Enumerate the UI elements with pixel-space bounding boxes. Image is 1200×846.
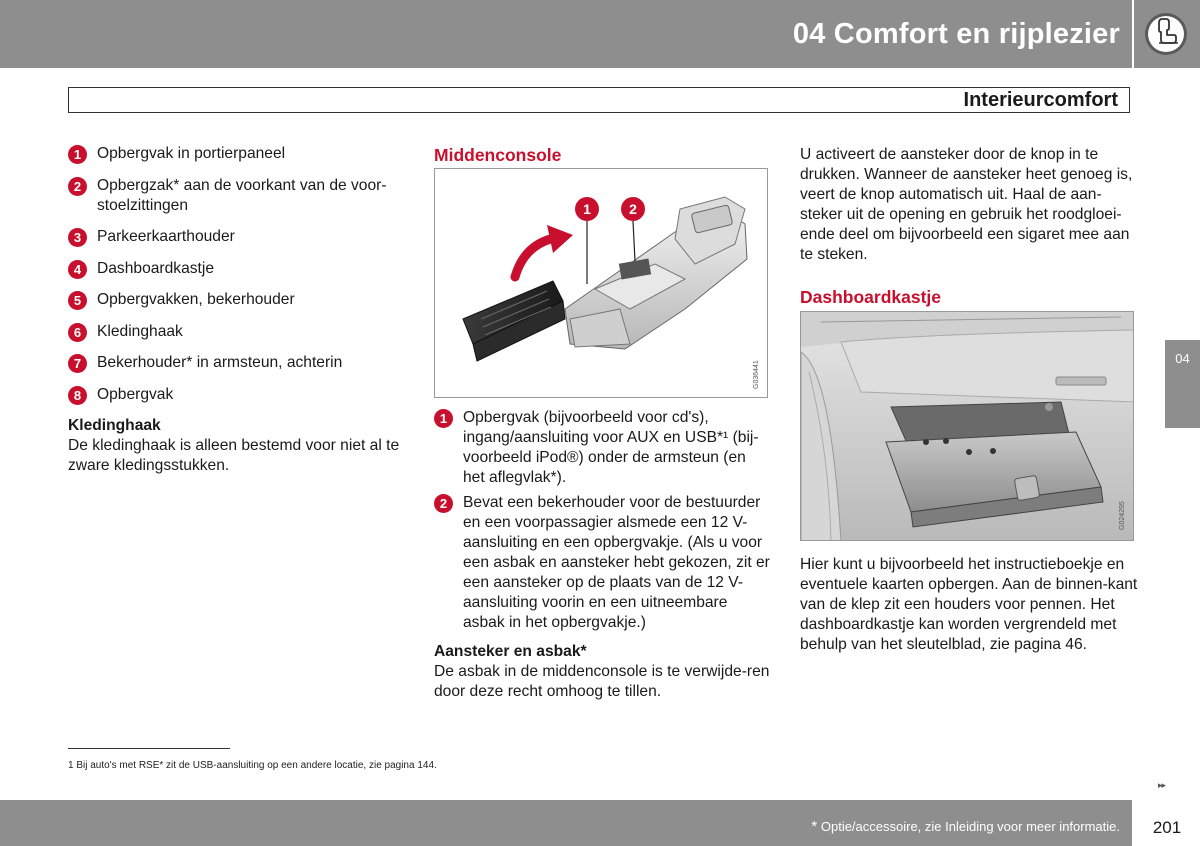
list-item <box>68 144 408 164</box>
list-item <box>434 408 770 488</box>
dashboardkastje-heading: Dashboardkastje <box>800 287 942 307</box>
section-title-box <box>68 87 1130 113</box>
number-badge: 2 <box>68 177 87 196</box>
middenconsole-list <box>434 408 770 638</box>
kledinghaak-heading: Kledinghaak <box>68 417 161 434</box>
asterisk: * <box>811 818 818 835</box>
callout-1: 1 <box>583 201 591 217</box>
center-console-illustration <box>435 169 768 398</box>
number-badge: 3 <box>68 228 87 247</box>
figure-code: G024295 <box>1119 501 1126 530</box>
aansteker-intro-text: U activeert de aansteker door de knop in te drukken. Wanneer de aansteker heet genoeg is, veert de knop automatisch uit. Haal de aan-steker uit de opening en gebruik het roodgloei-ende deel om bijvoorbeeld een sigaret mee aan te steken. <box>800 146 1133 263</box>
list-item-text: Opbergvak in portierpaneel <box>97 145 286 162</box>
list-item-text: Parkeerkaarthouder <box>97 228 235 245</box>
number-badge: 2 <box>434 494 453 513</box>
list-item <box>434 493 770 633</box>
list-item <box>68 322 408 342</box>
chapter-side-tab-label: 04 <box>1175 351 1190 366</box>
list-item-text: Dashboardkastje <box>97 259 215 277</box>
chapter-title: 04 Comfort en rijplezier <box>792 18 1120 50</box>
list-item <box>68 227 408 247</box>
dashboardkastje-text: Hier kunt u bijvoorbeeld het instructieboekje en eventuele kaarten opbergen. Aan de binnen-kant van de klep zit een houders voor pennen. Het dashboardkastje kan worden vergrendeld met behulp van het sleutelblad, zie pagina 46. <box>800 556 1138 653</box>
list-item-text: Bevat een bekerhouder voor de bestuurder en een voorpassagier alsmede een 12 V-aansluiting en een opbergvakje. (Als u voor een asbak en aansteker hebt gekozen, zit er een aansteker op de plaats van de 12 V-aansluiting voorin en een uitneembare asbak in het opbergvakje.) <box>463 494 770 631</box>
figure-code: G036441 <box>753 360 760 389</box>
number-badge: 1 <box>434 409 453 428</box>
list-item-text: Opbergvak <box>97 385 174 403</box>
list-item <box>68 259 408 279</box>
footnote-rule <box>68 748 230 749</box>
number-badge: 6 <box>68 323 87 342</box>
list-item-text: Opbergzak* aan de voorkant van de voor-stoelzittingen <box>97 176 387 214</box>
aansteker-text: De asbak in de middenconsole is te verwijde-ren door deze recht omhoog te tillen. <box>434 663 770 700</box>
list-item-text: Kledinghaak <box>97 322 183 340</box>
kledinghaak-text: De kledinghaak is alleen bestemd voor niet al te zware kledingsstukken. <box>68 437 400 474</box>
middenconsole-heading: Middenconsole <box>434 145 562 165</box>
list-item <box>68 353 408 373</box>
footnote: 1 Bij auto's met RSE* zit de USB-aansluiting op een andere locatie, zie pagina 144. <box>68 760 437 771</box>
number-badge: 1 <box>68 145 87 164</box>
footer-note-text: Optie/accessoire, zie Inleiding voor meer informatie. <box>820 819 1120 834</box>
glovebox-illustration <box>801 312 1134 541</box>
kledinghaak-section <box>68 416 403 476</box>
chapter-side-tab <box>1165 340 1200 428</box>
page-number: 201 <box>1152 818 1182 837</box>
dashboardkastje-figure <box>800 311 1134 541</box>
section-title: Interieurcomfort <box>963 89 1118 111</box>
aansteker-heading: Aansteker en asbak* <box>434 643 587 660</box>
storage-list <box>68 144 408 416</box>
list-item <box>68 176 408 216</box>
list-item-text: Opbergvak (bijvoorbeeld voor cd's), ingang/aansluiting voor AUX en USB*¹ (bij-voorbeeld iPod®) onder de armsteun (en het aflegvlak*). <box>463 409 759 486</box>
footer-note <box>811 818 1120 835</box>
list-item-text: Bekerhouder* in armsteun, achterin <box>97 354 343 371</box>
number-badge: 4 <box>68 260 87 279</box>
number-badge: 5 <box>68 291 87 310</box>
next-page-arrows-icon: ▸▸ <box>1158 780 1166 790</box>
list-item <box>68 385 408 405</box>
callout-2: 2 <box>629 201 637 217</box>
list-item <box>68 290 408 310</box>
middenconsole-figure <box>434 168 768 398</box>
number-badge: 7 <box>68 354 87 373</box>
list-item-text: Opbergvakken, bekerhouder <box>97 291 295 308</box>
aansteker-section <box>434 642 770 702</box>
number-badge: 8 <box>68 386 87 405</box>
seat-icon <box>1142 10 1190 58</box>
